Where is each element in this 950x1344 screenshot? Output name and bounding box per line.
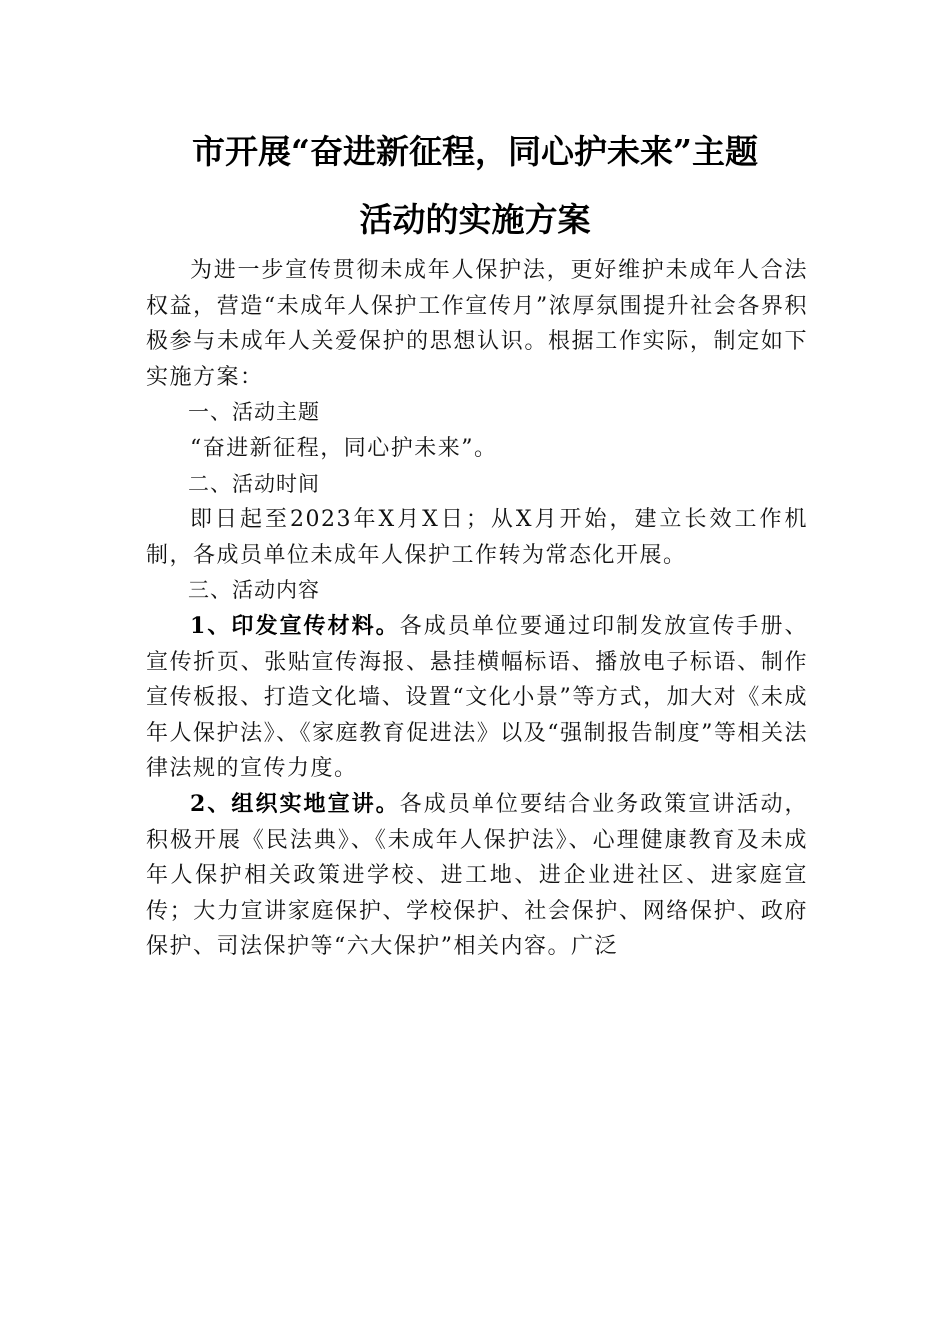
intro-paragraph: 为进一步宣传贯彻未成年人保护法，更好维护未成年人合法权益，营造“未成年人保护工作宣传月”浓厚氛围提升社会各界积极参与未成年人关爱保护的思想认识。根据工作实际，制定如下实施方案：: [146, 258, 808, 390]
document-title-line1: 市开展“奋进新征程，同心护未来”主题: [192, 132, 758, 171]
document-title-line2: 活动的实施方案: [359, 200, 591, 239]
item1-text: 各成员单位要通过印制发放宣传手册、宣传折页、张贴宣传海报、悬挂横幅标语、播放电子标语、制作宣传板报、打造文化墙、设置“文化小景”等方式，加大对《未成年人保护法》、《家庭教育促进法》以及“强制报告制度”等相关法律法规的宣传力度。: [146, 613, 808, 782]
item1-lead: 1、印发宣传材料。: [190, 612, 400, 639]
section2-heading: 二、活动时间: [188, 471, 320, 496]
item2-text: 各成员单位要结合业务政策宣讲活动，积极开展《民法典》、《未成年人保护法》、心理健康教育及未成年人保护相关政策进学校、进工地、进企业进社区、进家庭宣传；大力宣讲家庭保护、学校保护、社会保护、网络保护、政府保护、司法保护等“六大保护”相关内容。广泛: [146, 791, 808, 960]
section1-heading: 一、活动主题: [188, 400, 320, 425]
item2-paragraph: [146, 787, 808, 965]
section2-text: 即日起至2023年X月X日；从X月开始，建立长效工作机制，各成员单位未成年人保护工作转为常态化开展。: [146, 507, 808, 568]
item2-lead: 2、组织实地宣讲。: [190, 790, 400, 817]
section3-heading: 三、活动内容: [188, 578, 320, 603]
document-body: [146, 253, 808, 965]
section1-text: “奋进新征程，同心护未来”。: [190, 435, 498, 461]
item1-paragraph: [146, 609, 808, 787]
